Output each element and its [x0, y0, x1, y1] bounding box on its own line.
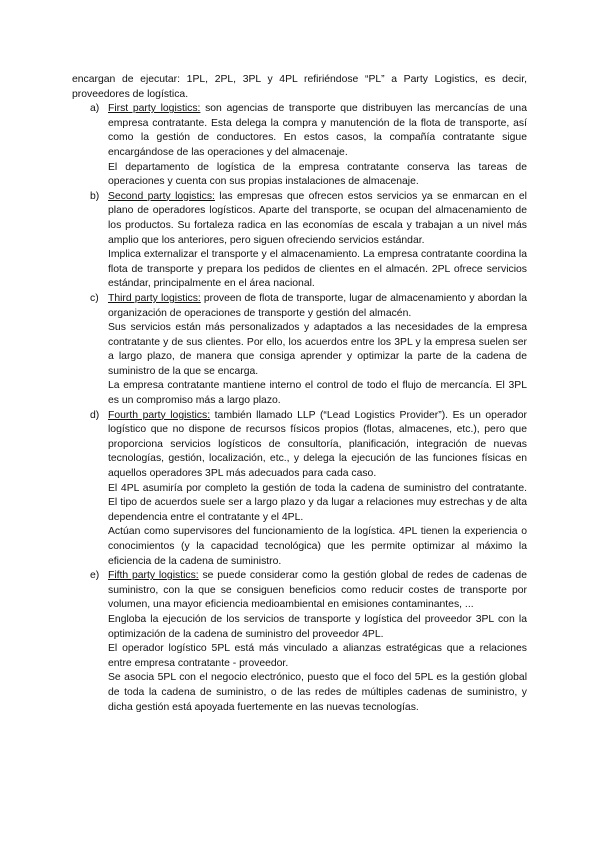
- list-paragraph: [108, 292, 527, 321]
- list-paragraph: Engloba la ejecución de los servicios de transporte y logística del proveedor 3PL con la optimización de la cadena de suministro del proveedor 4PL.: [108, 613, 527, 640]
- term-first-party: First party logistics:: [108, 103, 201, 115]
- list-paragraph: El departamento de logística de la empresa contratante conserva las tareas de operaciones y cuenta con sus propias instalaciones de almacenaje.: [108, 161, 527, 188]
- definition-text: proveen de flota de transporte, lugar de almacenamiento y abordan la organización de operaciones de transporte y gestión del almacén.: [108, 292, 527, 319]
- list-paragraph: Implica externalizar el transporte y el almacenamiento. La empresa contratante coordina la flota de transporte y prepara los pedidos de clientes en el almacén. 2PL ofrece servicios estándar, principalmente en el área nacional.: [108, 249, 527, 290]
- list-item-fifth-party: [72, 569, 527, 715]
- definition-text: las empresas que ofrecen estos servicios ya se enmarcan en el plano de operadores logísticos. Aparte del transporte, se ocupan del almacenamiento de los productos. Su fortaleza radica en las economías de escala y trabajan a un nivel más amplio que los anteriores, pero siguen ofreciendo servicios estándar.: [108, 190, 527, 246]
- definition-text: son agencias de transporte que distribuyen las mercancías de una empresa contratante. Esta delega la compra y manutención de la flota de transporte, así como la gestión de conductores. En estos casos, la compañía contratante sigue encargándose de las operaciones y del almacenaje.: [108, 103, 527, 158]
- list-paragraph: Sus servicios están más personalizados y adaptados a las necesidades de la empresa contratante y de sus clientes. Por ello, los acuerdos entre los 3PL y la empresa suelen ser a largo plazo, de manera que consiga aprender y optimizar la parte de la cadena de suministro de la que se encarga.: [108, 322, 527, 377]
- intro-paragraph: encargan de ejecutar: 1PL, 2PL, 3PL y 4PL refiriéndose “PL” a Party Logistics, es decir, proveedores de logística.: [72, 74, 527, 100]
- list-marker: a): [90, 103, 100, 115]
- term-second-party: Second party logistics:: [108, 190, 215, 202]
- definition-text: se puede considerar como la gestión global de redes de cadenas de suministro, con la que se consiguen beneficios como reducir costes de transporte por volumen, una mayor eficiencia medioambiental en emisiones contaminantes, ...: [108, 570, 527, 611]
- list-marker: c): [90, 292, 99, 304]
- list-item-body: [108, 409, 527, 570]
- list-marker: d): [90, 409, 100, 421]
- list-item-body: [108, 102, 527, 190]
- list-paragraph: [108, 190, 527, 248]
- list-marker: e): [90, 570, 100, 582]
- list-item-first-party: [72, 102, 527, 190]
- list-paragraph: [108, 409, 527, 482]
- list-paragraph: Actúan como supervisores del funcionamiento de la logística. 4PL tienen la experiencia o conocimientos (y la capacidad tecnológica) que les permite optimizar al máximo la eficiencia de la cadena de suministro.: [108, 526, 527, 567]
- term-fifth-party: Fifth party logistics:: [108, 570, 199, 582]
- list-paragraph: La empresa contratante mantiene interno el control de todo el flujo de mercancía. El 3PL es un compromiso más a largo plazo.: [108, 380, 527, 407]
- list-paragraph: [108, 102, 527, 160]
- list-item-body: [108, 569, 527, 715]
- list-paragraph: El operador logístico 5PL está más vinculado a alianzas estratégicas que a relaciones entre empresa contratante - proveedor.: [108, 643, 527, 669]
- definition-text: también llamado LLP (“Lead Logistics Provider”). Es un operador logístico que no dispone de recursos físicos propios (flotas, almacenes, etc.), pero que proporciona servicios logísticos de consultoría, planificación, integración de nuevas tecnologías, gestión, localización, etc., y delega la ejecución de las funciones físicas en aquellos operadores 3PL más adecuados para cada caso.: [108, 409, 527, 480]
- list-item-second-party: [72, 190, 527, 292]
- term-fourth-party: Fourth party logistics:: [108, 409, 211, 421]
- list-item-fourth-party: [72, 409, 527, 570]
- list-item-body: [108, 190, 527, 292]
- list-paragraph: Se asocia 5PL con el negocio electrónico, puesto que el foco del 5PL es la gestión global de toda la cadena de suministro, o de las redes de múltiples cadenas de suministro, y dicha gestión está apoyada fuertemente en las nuevas tecnologías.: [108, 672, 527, 713]
- list-item-body: [108, 292, 527, 409]
- list-item-third-party: [72, 292, 527, 409]
- list-paragraph: [108, 569, 527, 613]
- document-body: [72, 73, 527, 715]
- list-marker: b): [90, 190, 100, 202]
- list-paragraph: El 4PL asumiría por completo la gestión de toda la cadena de suministro del contratante. El tipo de acuerdos suele ser a largo plazo y da lugar a relaciones muy estrechas y de alta dependencia entre el contratante y el 4PL.: [108, 482, 527, 523]
- term-third-party: Third party logistics:: [108, 292, 201, 304]
